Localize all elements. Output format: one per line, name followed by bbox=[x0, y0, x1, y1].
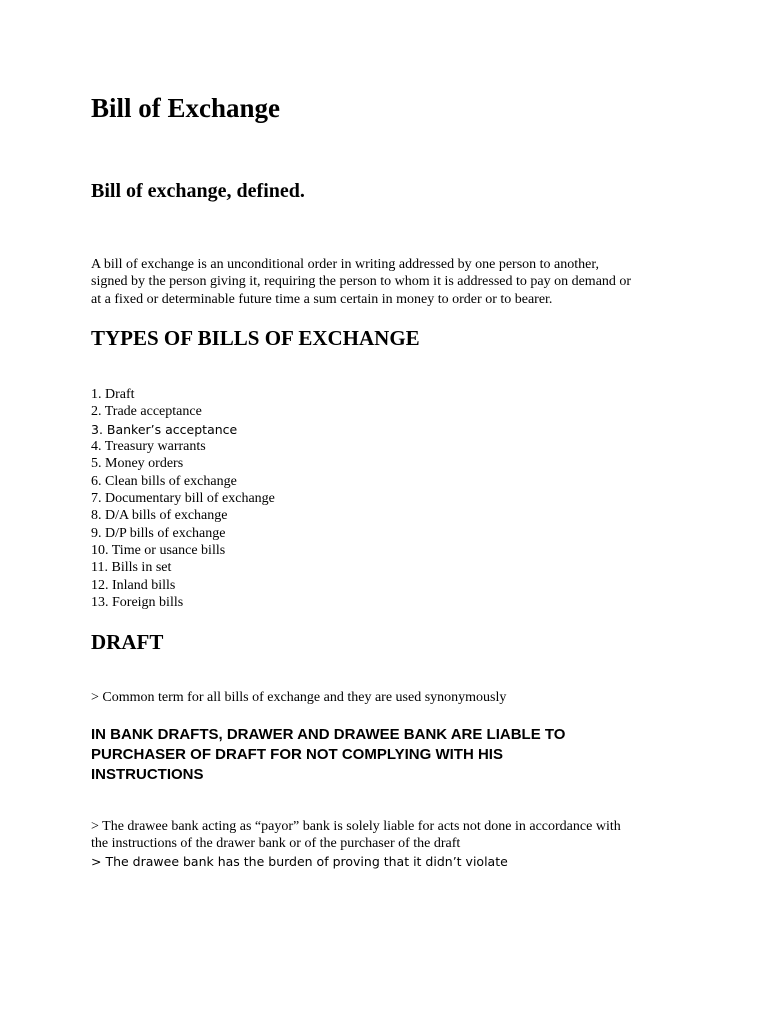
definition-line: signed by the person giving it, requiring the person to whom it is addressed to pay on demand or bbox=[91, 274, 632, 290]
draft-note: > Common term for all bills of exchange and they are used synonymously bbox=[91, 690, 507, 705]
definition-paragraph bbox=[91, 256, 631, 308]
list-item: 13. Foreign bills bbox=[91, 595, 184, 611]
list-item: 6. Clean bills of exchange bbox=[91, 473, 237, 489]
types-heading: TYPES OF BILLS OF EXCHANGE bbox=[91, 326, 420, 350]
bank-drafts-heading-line: INSTRUCTIONS bbox=[91, 766, 204, 783]
bank-drafts-heading-line: IN BANK DRAFTS, DRAWER AND DRAWEE BANK ARE LIABLE TO bbox=[91, 726, 566, 743]
list-item: 2. Trade acceptance bbox=[91, 404, 202, 420]
list-item: 1. Draft bbox=[91, 387, 135, 402]
draft-heading: DRAFT bbox=[91, 630, 164, 654]
list-item: 4. Treasury warrants bbox=[91, 439, 206, 455]
list-item: 10. Time or usance bills bbox=[91, 543, 226, 559]
definition-line: at a fixed or determinable future time a sum certain in money to order or to bearer. bbox=[91, 291, 553, 307]
drawee-note-line: > The drawee bank acting as “payor” bank is solely liable for acts not done in accordance with bbox=[91, 819, 621, 834]
list-item: 9. D/P bills of exchange bbox=[91, 525, 226, 541]
bank-drafts-heading-line: PURCHASER OF DRAFT FOR NOT COMPLYING WITH HIS bbox=[91, 746, 503, 763]
drawee-notes bbox=[91, 818, 621, 870]
list-item: 3. Banker’s acceptance bbox=[91, 421, 238, 437]
definition-line: A bill of exchange is an unconditional order in writing addressed by one person to another, bbox=[91, 257, 599, 272]
section-subtitle: Bill of exchange, defined. bbox=[91, 180, 305, 202]
bank-drafts-heading bbox=[91, 725, 565, 785]
list-item: 7. Documentary bill of exchange bbox=[91, 491, 275, 507]
drawee-note-line: the instructions of the drawer bank or of the purchaser of the draft bbox=[91, 836, 461, 852]
types-list bbox=[91, 386, 275, 611]
list-item: 8. D/A bills of exchange bbox=[91, 508, 228, 524]
drawee-note-line: > The drawee bank has the burden of proving that it didn’t violate bbox=[91, 853, 508, 869]
list-item: 11. Bills in set bbox=[91, 560, 172, 576]
document-title: Bill of Exchange bbox=[91, 93, 281, 123]
list-item: 12. Inland bills bbox=[91, 577, 176, 593]
list-item: 5. Money orders bbox=[91, 456, 184, 472]
